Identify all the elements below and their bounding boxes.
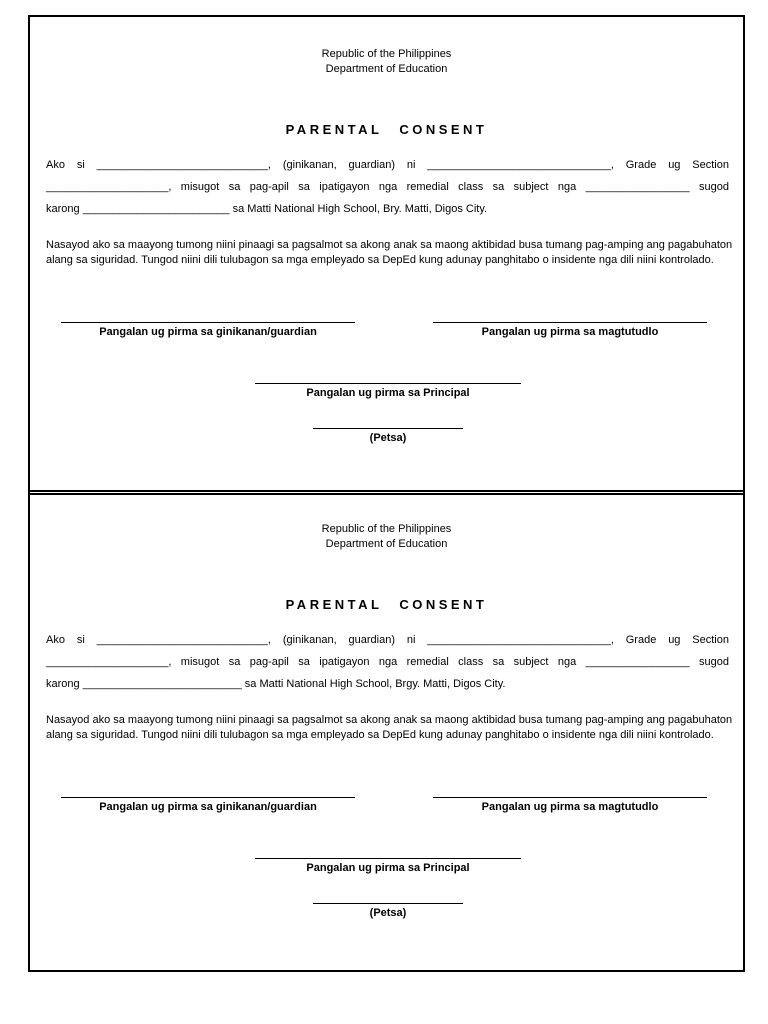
consent-line-2: ____________________, misugot sa pag-apil sa ipatigayon nga remedial class sa subject nga _________________ sugod [46, 656, 729, 668]
consent-paragraph: Nasayod ako sa maayong tumong niini pinaagi sa pagsalmot sa akong anak sa maong aktibidad busa tumang pag-amping ang pagabuhaton alang sa siguridad. Tungod niini dili tulubagon sa mga empleyado sa DepEd kung adunay panghitabo o insidente nga dili niini kontrolado. [46, 714, 733, 741]
signature-line [313, 428, 463, 429]
signature-principal [254, 858, 522, 875]
consent-form-2 [28, 490, 745, 972]
header-republic: Republic of the Philippines [321, 523, 452, 535]
signature-caption: (Petsa) [369, 907, 407, 919]
signature-line [255, 383, 521, 384]
signature-caption: Pangalan ug pirma sa magtutudlo [481, 326, 659, 338]
consent-line-1: Ako si ____________________________, (ginikanan, guardian) ni ______________________________, Grade ug Section [46, 634, 729, 646]
signature-caption: Pangalan ug pirma sa Principal [306, 387, 470, 399]
consent-paragraph: Nasayod ako sa maayong tumong niini pinaagi sa pagsalmot sa akong anak sa maong aktibidad busa tumang pag-amping ang pagabuhaton alang sa siguridad. Tungod niini dili tulubagon sa mga empleyado sa DepEd kung adunay panghitabo o insidente nga dili niini kontrolado. [46, 239, 733, 266]
signature-caption: Pangalan ug pirma sa ginikanan/guardian [99, 326, 317, 338]
signature-line [313, 903, 463, 904]
signature-date [312, 428, 464, 445]
signature-line [433, 797, 707, 798]
signature-teacher [430, 322, 710, 339]
form-title: PARENTAL CONSENT [285, 597, 488, 612]
header-department: Department of Education [325, 63, 448, 75]
signature-teacher [430, 797, 710, 814]
signature-principal [254, 383, 522, 400]
signature-line [61, 797, 355, 798]
signature-line [433, 322, 707, 323]
signature-guardian [58, 797, 358, 814]
signature-caption: Pangalan ug pirma sa Principal [306, 862, 470, 874]
signature-caption: Pangalan ug pirma sa ginikanan/guardian [99, 801, 317, 813]
form-title: PARENTAL CONSENT [285, 122, 488, 137]
signature-caption: (Petsa) [369, 432, 407, 444]
consent-line-3: karong __________________________ sa Matti National High School, Brgy. Matti, Digos City. [46, 678, 506, 690]
header-republic: Republic of the Philippines [321, 48, 452, 60]
consent-line-2: ____________________, misugot sa pag-apil sa ipatigayon nga remedial class sa subject nga _________________ sugod [46, 181, 729, 193]
signature-caption: Pangalan ug pirma sa magtutudlo [481, 801, 659, 813]
signature-guardian [58, 322, 358, 339]
signature-line [61, 322, 355, 323]
header-department: Department of Education [325, 538, 448, 550]
consent-form-1 [28, 15, 745, 495]
signature-date [312, 903, 464, 920]
consent-line-1: Ako si ____________________________, (ginikanan, guardian) ni ______________________________, Grade ug Section [46, 159, 729, 171]
signature-line [255, 858, 521, 859]
consent-line-3: karong ________________________ sa Matti National High School, Bry. Matti, Digos City. [46, 203, 488, 215]
